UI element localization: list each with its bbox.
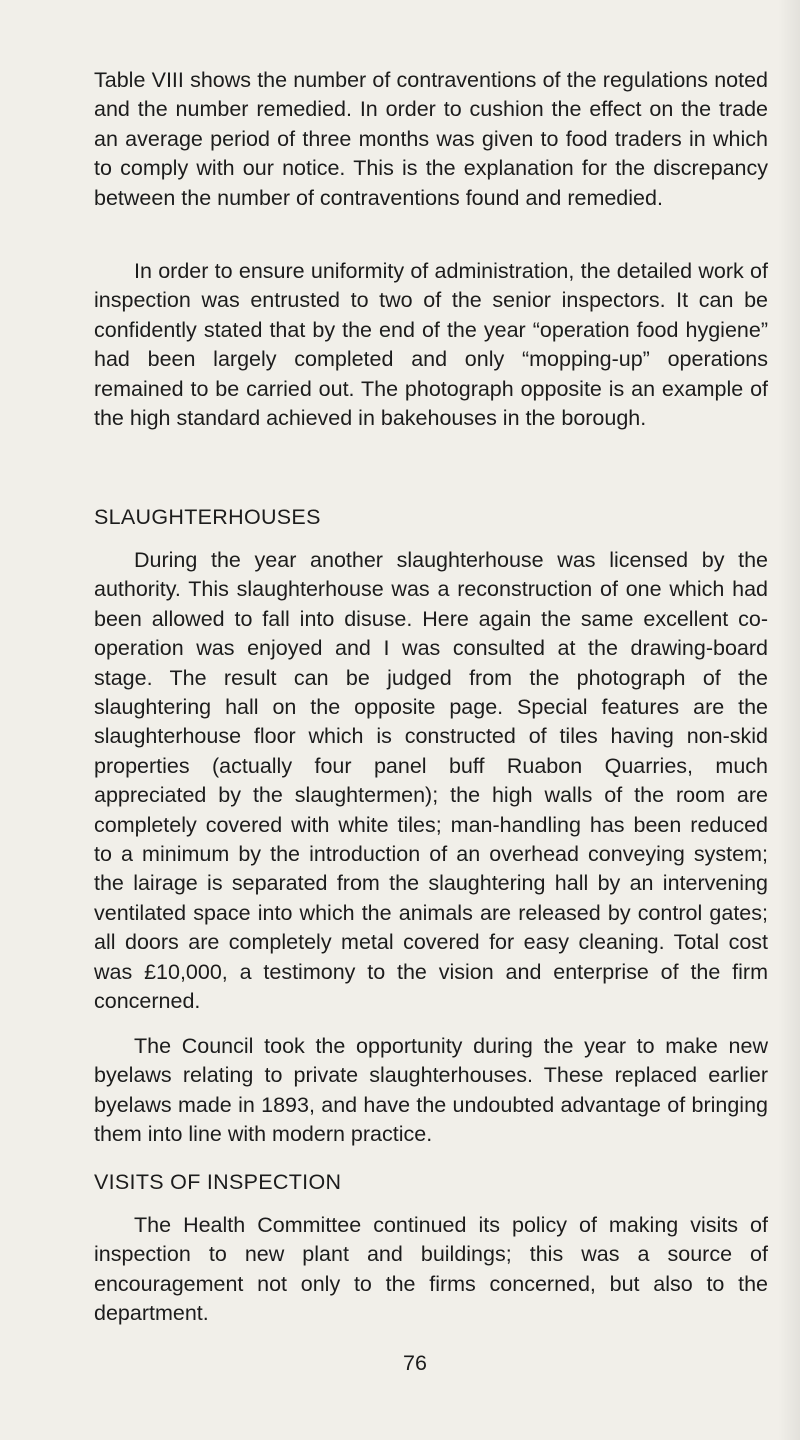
- paragraph-contraventions: Table VIII shows the number of contraventions of the regulations noted and the number remedied. In order to cushion the effect on the trade an average period of three months was given to food traders in which to comply with our notice. This is the explanation for the discrepancy between the number of contraventions found and remedied.: [94, 68, 768, 210]
- paragraph-slaughterhouse-licensed: During the year another slaughterhouse was licensed by the authority. This slaughterhouse was a reconstruction of one which had been allowed to fall into disuse. Here again the same excellent co-operation was enjoyed and I was consulted at the drawing-board stage. The result can be judged from the photograph of the slaughtering hall on the opposite page. Special features are the slaughterhouse floor which is constructed of tiles having non-skid properties (actually four panel buff Ruabon Quarries, much appreciated by the slaughtermen); the high walls of the room are completely covered with white tiles; man-handling has been reduced to a minimum by the introduction of an overhead conveying system; the lairage is separated from the slaughtering hall by an intervening ventilated space into which the animals are released by control gates; all doors are completely metal covered for easy cleaning. Total cost was £10,000, a testimony to the vision and enterprise of the firm concerned.: [94, 548, 768, 1014]
- heading-visits-of-inspection: VISITS OF INSPECTION: [94, 1170, 342, 1194]
- page-number: 76: [403, 1351, 427, 1375]
- paragraph-byelaws: The Council took the opportunity during the year to make new byelaws relating to private slaughterhouses. These replaced earlier byelaws made in 1893, and have the undoubted advantage of bringing them into line with modern practice.: [94, 1034, 768, 1147]
- heading-slaughterhouses: SLAUGHTERHOUSES: [94, 505, 321, 529]
- paragraph-inspection-uniformity: In order to ensure uniformity of administration, the detailed work of inspection was entrusted to two of the senior inspectors. It can be confidently stated that by the end of the year “operation food hygiene” had been largely completed and only “mopping-up” operations remained to be carried out. The photograph opposite is an example of the high standard achieved in bakehouses in the borough.: [94, 259, 768, 431]
- paragraph-health-committee-visits: The Health Committee continued its policy of making visits of inspection to new plant and buildings; this was a source of encouragement not only to the firms concerned, but also to the department.: [94, 1213, 768, 1326]
- page-edge-shadow: [778, 0, 800, 1440]
